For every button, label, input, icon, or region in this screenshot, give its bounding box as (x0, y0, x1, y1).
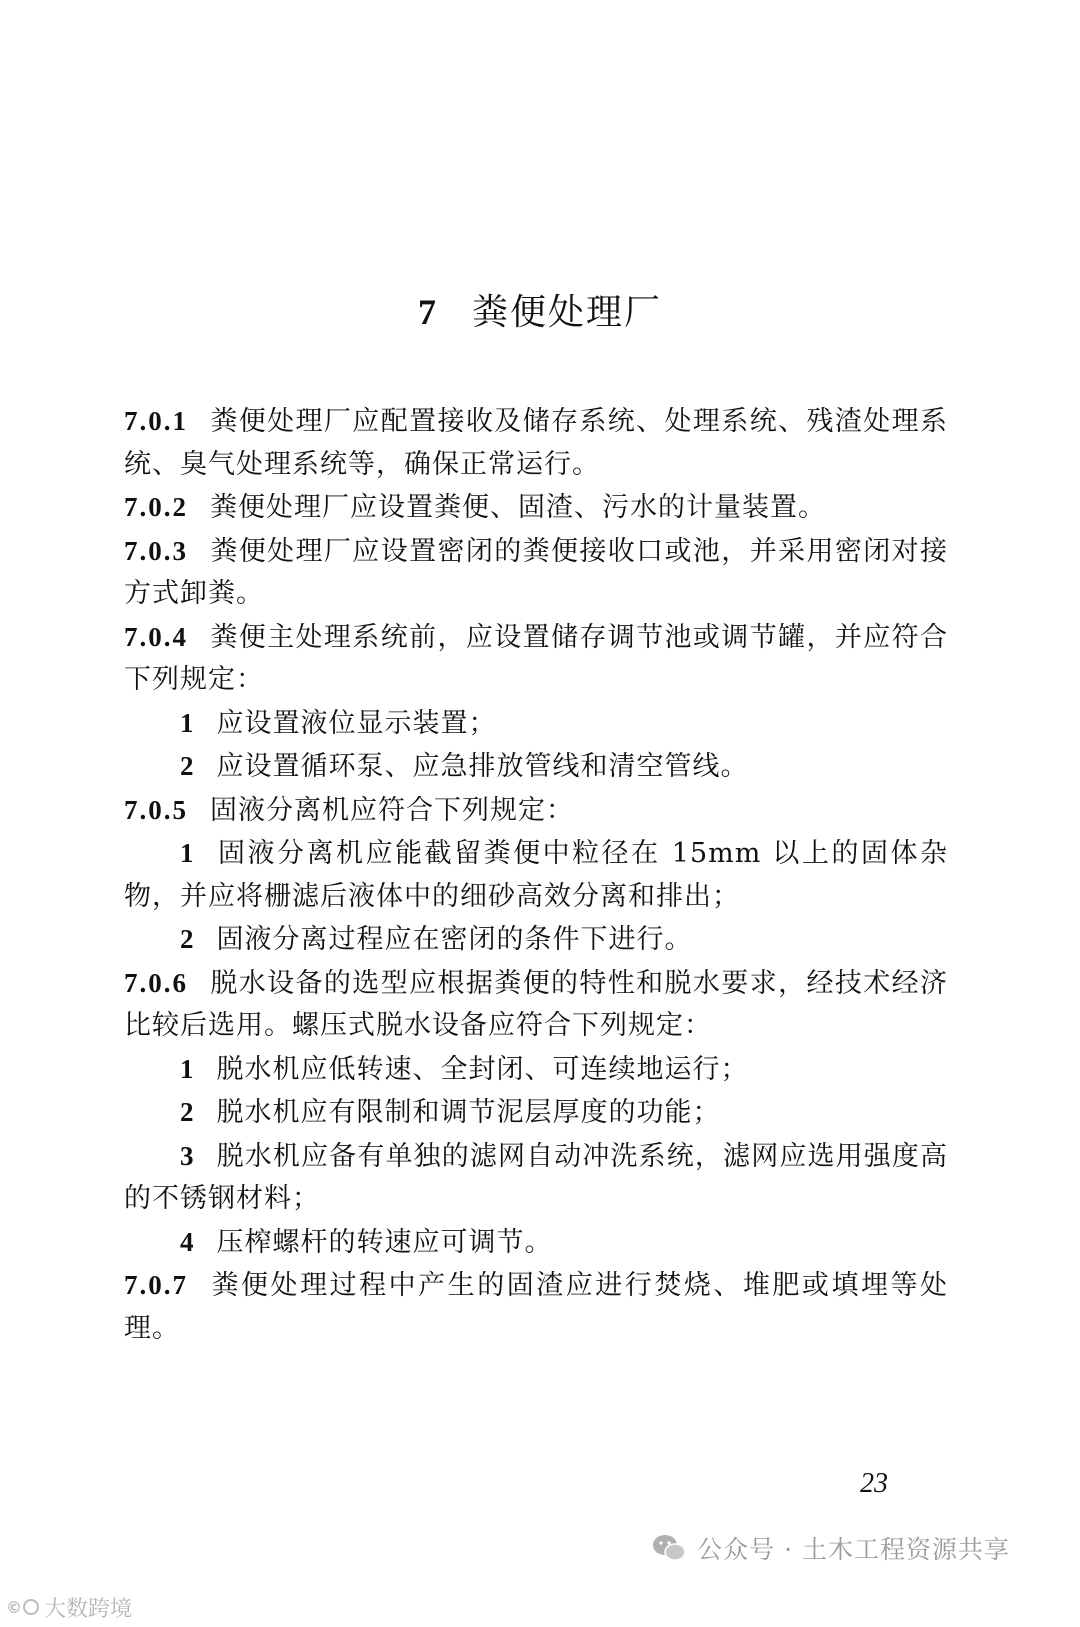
sub-item (124, 745, 948, 789)
watermark-brand (6, 1592, 132, 1623)
clause-text: 粪便处理过程中产生的固渣应进行焚烧、堆肥或填埋等处理。 (124, 1270, 948, 1344)
chapter-number: 7 (417, 292, 438, 332)
clause-text: 脱水设备的选型应根据粪便的特性和脱水要求，经技术经济比较后选用。螺压式脱水设备应符合下列规定： (124, 967, 948, 1041)
sub-item-number: 1 (180, 707, 195, 738)
clause (124, 789, 948, 833)
sub-item-number: 1 (180, 1053, 195, 1084)
document-body (124, 400, 948, 1350)
clause-text: 粪便处理厂应配置接收及储存系统、处理系统、残渣处理系统、臭气处理系统等，确保正常运行。 (124, 406, 948, 480)
clause-number: 7.0.6 (124, 967, 188, 998)
sub-item (124, 702, 948, 746)
clause (124, 486, 948, 530)
watermark-account (651, 1530, 1010, 1566)
sub-item-text: 脱水机应低转速、全封闭、可连续地运行； (216, 1053, 749, 1085)
clause-text: 粪便主处理系统前，应设置储存调节池或调节罐，并应符合下列规定： (124, 621, 948, 695)
sub-item-number: 2 (180, 924, 195, 954)
clause-number: 7.0.3 (124, 535, 188, 566)
chapter-name: 粪便处理厂 (471, 292, 662, 333)
sub-item (124, 918, 948, 962)
sub-item (124, 832, 948, 918)
clause (124, 962, 948, 1048)
clause (124, 400, 948, 486)
sub-item-number: 1 (180, 838, 195, 868)
chapter-title (0, 284, 1080, 335)
watermark-text: 公众号 · 土木工程资源共享 (697, 1535, 1010, 1564)
sub-item-text: 应设置液位显示装置； (216, 707, 497, 739)
sub-item (124, 1091, 948, 1135)
clause (124, 1264, 948, 1350)
wechat-icon (651, 1533, 687, 1563)
clause-text: 粪便处理厂应设置密闭的粪便接收口或池，并采用密闭对接方式卸粪。 (124, 535, 948, 609)
svg-text:©: © (6, 1597, 22, 1617)
clause-number: 7.0.4 (124, 621, 188, 652)
clause (124, 616, 948, 702)
sub-item-text: 固液分离机应能截留粪便中粒径在 15mm 以上的固体杂物，并应将栅滤后液体中的细砂高效分离和排出； (124, 838, 948, 912)
clause-number: 7.0.5 (124, 794, 188, 825)
sub-item-text: 固液分离过程应在密闭的条件下进行。 (216, 924, 693, 955)
page-number: 23 (860, 1468, 888, 1499)
sub-item-number: 2 (180, 751, 195, 781)
sub-item-text: 压榨螺杆的转速应可调节。 (216, 1226, 553, 1258)
sub-item (124, 1048, 948, 1092)
sub-item-text: 应设置循环泵、应急排放管线和清空管线。 (216, 751, 749, 782)
clause (124, 530, 948, 616)
sub-item-text: 脱水机应有限制和调节泥层厚度的功能； (216, 1097, 721, 1128)
clause-text: 固液分离机应符合下列规定： (210, 794, 574, 826)
sub-item (124, 1221, 948, 1265)
clause-number: 7.0.2 (124, 492, 188, 522)
sub-item-number: 4 (180, 1226, 195, 1257)
watermark-brand-text: 大数跨境 (44, 1597, 133, 1622)
sub-item-number: 2 (180, 1097, 195, 1127)
clause-text: 粪便处理厂应设置粪便、固渣、污水的计量装置。 (210, 492, 826, 523)
clause-number: 7.0.7 (124, 1270, 188, 1300)
sub-item-number: 3 (180, 1140, 195, 1171)
sub-item (124, 1135, 948, 1221)
sub-item-text: 脱水机应备有单独的滤网自动冲洗系统，滤网应选用强度高的不锈钢材料； (124, 1140, 948, 1214)
clause-number: 7.0.1 (124, 406, 188, 436)
brand-logo-icon (6, 1595, 40, 1621)
